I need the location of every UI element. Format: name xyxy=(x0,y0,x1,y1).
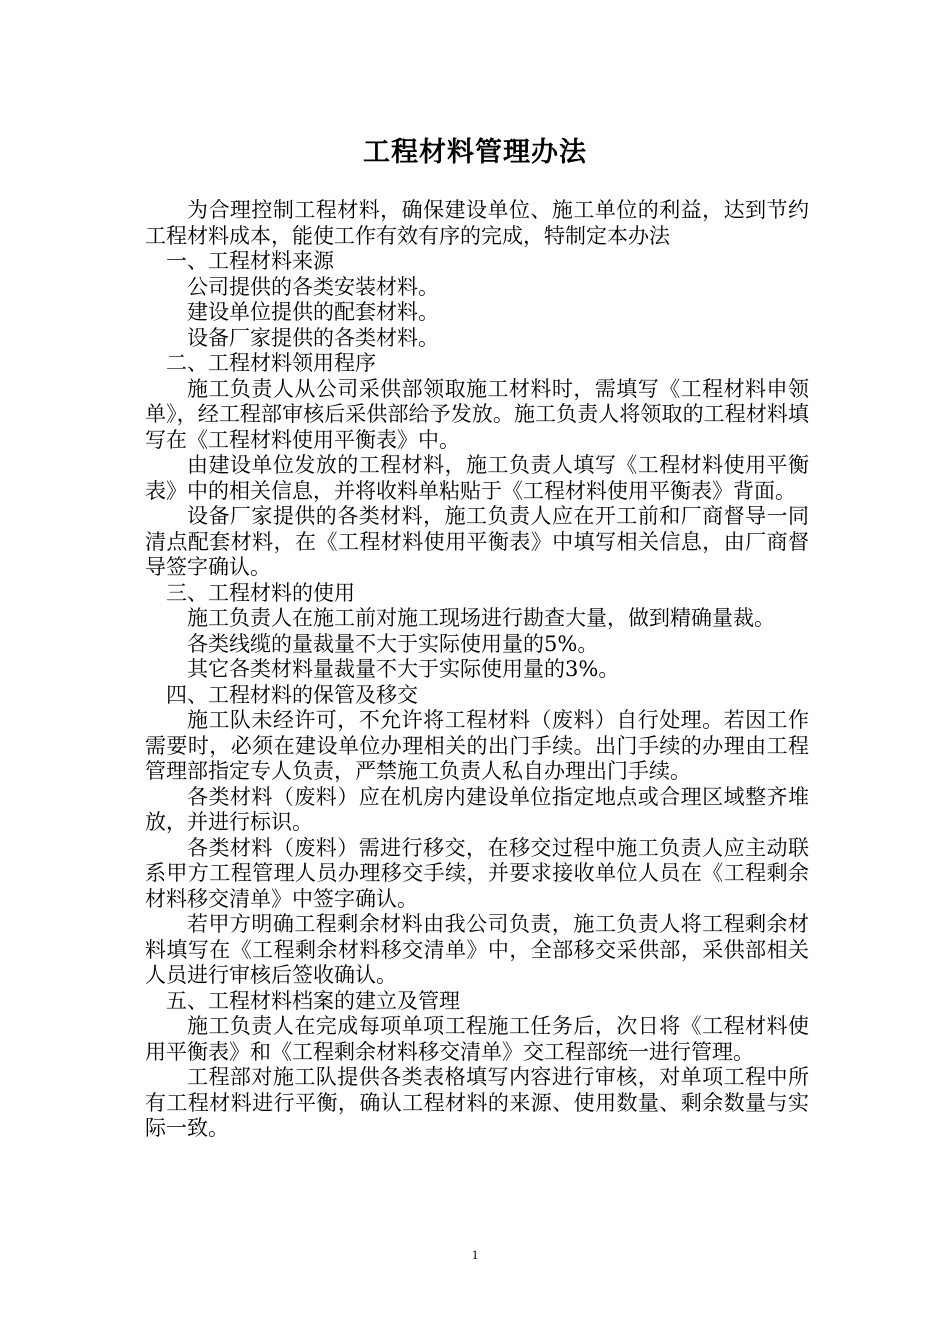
section-heading: 一、工程材料来源 xyxy=(166,249,334,273)
paragraph: 施工队未经许可，不允许将工程材料（废料）自行处理。若因工作需要时，必须在建设单位办理相关的出门手续。出门手续的办理由工程管理部指定专人负责，严禁施工负责人私自办理出门手续。 xyxy=(145,708,809,783)
paragraph: 各类材料（废料）应在机房内建设单位指定地点或合理区域整齐堆放，并进行标识。 xyxy=(145,784,809,834)
intro-paragraph: 为合理控制工程材料，确保建设单位、施工单位的利益，达到节约工程材料成本，能使工作有效有序的完成，特制定本办法 xyxy=(145,198,809,248)
paragraph: 设备厂家提供的各类材料，施工负责人应在开工前和厂商督导一同清点配套材料，在《工程材料使用平衡表》中填写相关信息，由厂商督导签字确认。 xyxy=(145,504,809,579)
section-heading: 二、工程材料领用程序 xyxy=(166,351,376,375)
document-title: 工程材料管理办法 xyxy=(363,137,587,168)
list-item: 设备厂家提供的各类材料。 xyxy=(187,325,439,350)
list-item: 建设单位提供的配套材料。 xyxy=(187,300,439,324)
list-item: 公司提供的各类安装材料。 xyxy=(187,274,439,299)
paragraph: 工程部对施工队提供各类表格填写内容进行审核，对单项工程中所有工程材料进行平衡，确认工程材料的来源、使用数量、剩余数量与实际一致。 xyxy=(145,1065,809,1140)
section-heading: 四、工程材料的保管及移交 xyxy=(166,682,418,707)
page-number: 1 xyxy=(471,1247,479,1262)
document-body xyxy=(145,198,809,1142)
section-heading: 三、工程材料的使用 xyxy=(166,580,355,605)
paragraph: 各类材料（废料）需进行移交，在移交过程中施工负责人应主动联系甲方工程管理人员办理移交手续，并要求接收单位人员在《工程剩余材料移交清单》中签字确认。 xyxy=(145,835,809,911)
paragraph: 由建设单位发放的工程材料，施工负责人填写《工程材料使用平衡表》中的相关信息，并将收料单粘贴于《工程材料使用平衡表》背面。 xyxy=(145,453,809,503)
paragraph: 施工负责人从公司采供部领取施工材料时，需填写《工程材料申领单》，经工程部审核后采供部给予发放。施工负责人将领取的工程材料填写在《工程材料使用平衡表》中。 xyxy=(145,376,809,452)
section-heading: 五、工程材料档案的建立及管理 xyxy=(166,988,460,1013)
paragraph: 若甲方明确工程剩余材料由我公司负责，施工负责人将工程剩余材料填写在《工程剩余材料移交清单》中，全部移交采供部，采供部相关人员进行审核后签收确认。 xyxy=(145,912,809,987)
paragraph: 施工负责人在施工前对施工现场进行勘查大量，做到精确量裁。 xyxy=(187,606,775,630)
paragraph: 施工负责人在完成每项单项工程施工任务后，次日将《工程材料使用平衡表》和《工程剩余材料移交清单》交工程部统一进行管理。 xyxy=(145,1014,809,1064)
list-item: 各类线缆的量裁量不大于实际使用量的5%。 xyxy=(187,631,599,656)
list-item: 其它各类材料量裁量不大于实际使用量的3%。 xyxy=(187,657,620,681)
